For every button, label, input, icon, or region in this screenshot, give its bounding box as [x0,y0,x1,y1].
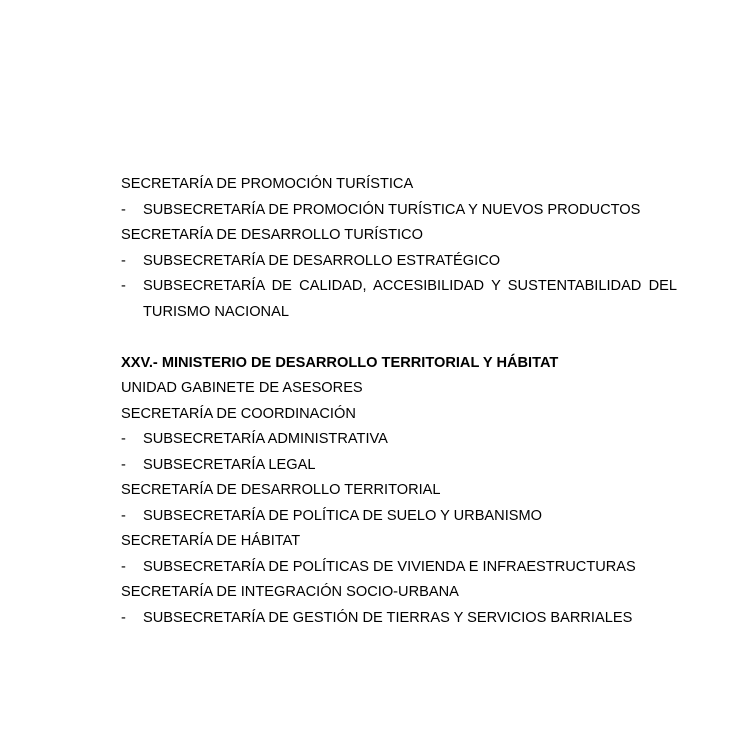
bullet-dash: - [121,558,126,575]
ministry-heading: XXV.- MINISTERIO DE DESARROLLO TERRITORIAL Y HÁBITAT [121,354,559,371]
secretaria-line: SECRETARÍA DE INTEGRACIÓN SOCIO-URBANA [121,584,459,600]
subsecretaria-label: SUBSECRETARÍA DE CALIDAD, ACCESIBILIDAD Y SUSTENTABILIDAD DEL TURISMO NACIONAL [143,278,677,320]
bullet-dash: - [121,252,126,269]
subsecretaria-item [121,504,677,530]
subsecretaria-item [121,555,677,581]
subsecretaria-item [121,606,677,632]
bullet-dash: - [121,278,126,294]
subsecretaria-label: SUBSECRETARÍA DE POLÍTICA DE SUELO Y URBANISMO [143,507,543,524]
bullet-dash: - [121,507,126,524]
subsecretaria-label: SUBSECRETARÍA DE PROMOCIÓN TURÍSTICA Y NUEVOS PRODUCTOS [143,201,641,218]
bullet-dash: - [121,456,126,473]
bullet-dash: - [121,431,126,447]
subsecretaria-label: SUBSECRETARÍA DE DESARROLLO ESTRATÉGICO [143,252,501,269]
bullet-dash: - [121,609,126,626]
secretaria-line: SECRETARÍA DE DESARROLLO TERRITORIAL [121,482,441,498]
subsecretaria-item [121,427,677,453]
secretaria-line: SECRETARÍA DE PROMOCIÓN TURÍSTICA [121,176,414,192]
subsecretaria-item [121,453,677,479]
subsecretaria-label: SUBSECRETARÍA DE POLÍTICAS DE VIVIENDA E INFRAESTRUCTURAS [143,558,636,575]
secretaria-line: SECRETARÍA DE COORDINACIÓN [121,405,356,422]
secretaria-line: UNIDAD GABINETE DE ASESORES [121,380,363,396]
secretaria-line: SECRETARÍA DE HÁBITAT [121,533,301,549]
subsecretaria-item [121,274,677,325]
document-page [121,172,677,631]
subsecretaria-label: SUBSECRETARÍA ADMINISTRATIVA [143,431,388,447]
subsecretaria-label: SUBSECRETARÍA LEGAL [143,456,316,473]
secretaria-line: SECRETARÍA DE DESARROLLO TURÍSTICO [121,227,423,243]
subsecretaria-item [121,249,677,275]
subsecretaria-item [121,198,677,224]
bullet-dash: - [121,201,126,218]
paragraph-gap [121,325,677,351]
subsecretaria-label: SUBSECRETARÍA DE GESTIÓN DE TIERRAS Y SERVICIOS BARRIALES [143,609,633,626]
